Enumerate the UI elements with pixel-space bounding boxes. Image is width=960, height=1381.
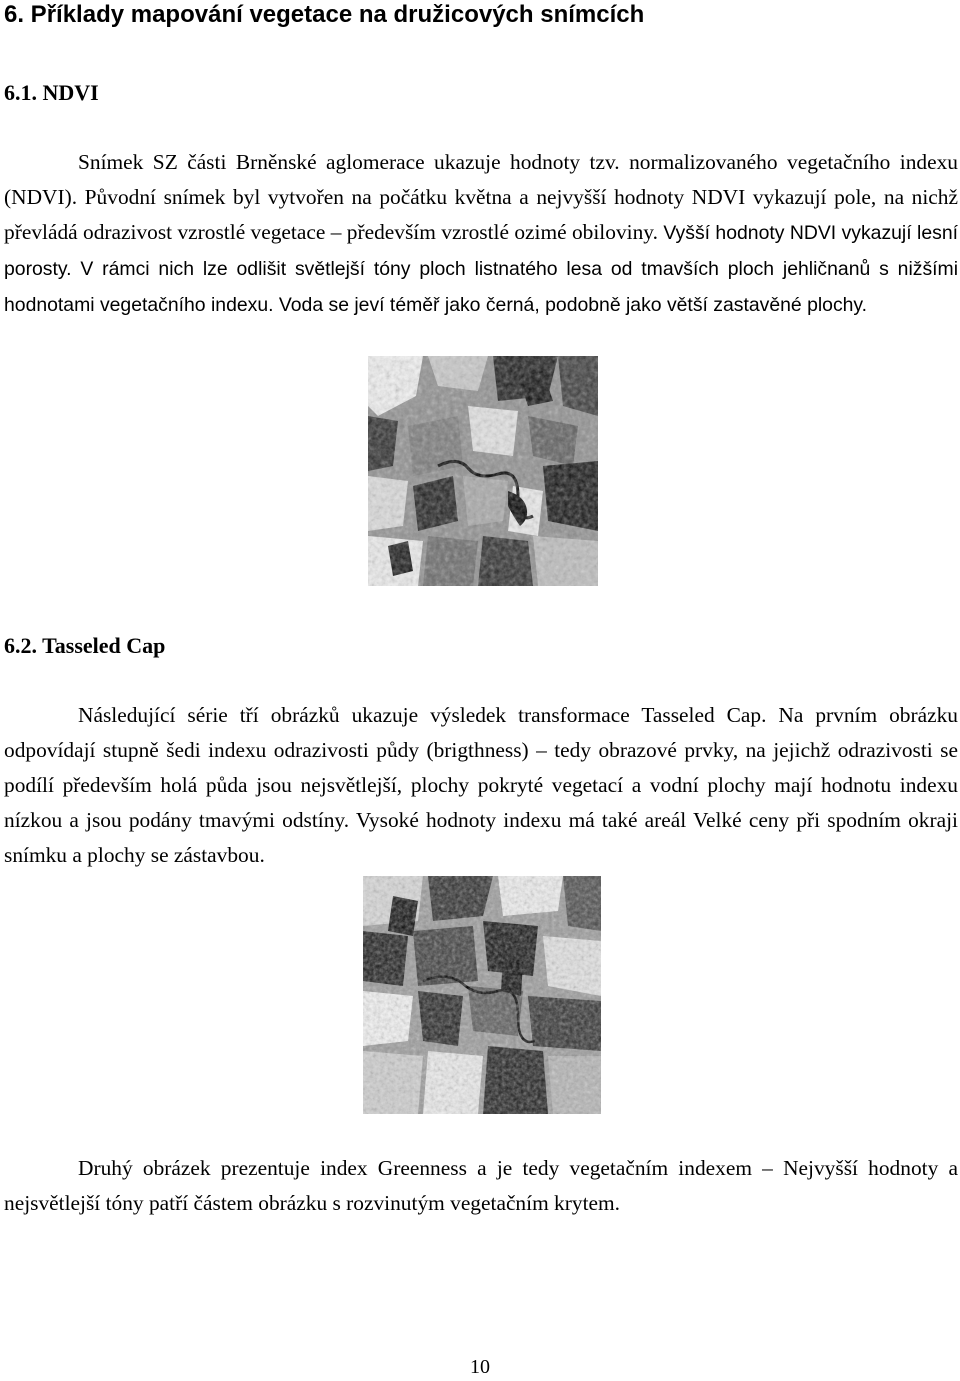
ndvi-paragraph xyxy=(4,145,958,323)
section-heading-tasseled-cap: 6.2. Tasseled Cap xyxy=(4,633,166,658)
ndvi-paragraph-tail: Vyšší hodnoty NDVI vykazují lesní porosty. V rámci nich lze odlišit světlejší tóny ploch listnatého lesa od tmavších ploch jehličnanů s nižšími hodnotami vegetačního indexu. Voda se jeví téměř jako černá, podobně jako větší zastavěné plochy. xyxy=(4,222,958,316)
ndvi-paragraph-lead: Snímek SZ části Brněnské aglomerace ukazuje hodnoty tzv. normalizovaného vegetačního indexu (NDVI). Původní snímek byl vytvořen na počátku května a nejvyšší hodnoty NDVI vykazují pole, na nichž převládá odrazivost vzrostlé vegetace – především vzrostlé ozimé obiloviny. xyxy=(4,150,958,244)
page-number: 10 xyxy=(470,1356,490,1378)
section-heading-ndvi: 6.1. NDVI xyxy=(4,80,99,105)
greenness-paragraph: Druhý obrázek prezentuje index Greenness a je tedy vegetačním indexem – Nejvyšší hodnoty a nejsvětlejší tóny patří částem obrázku s rozvinutým vegetačním krytem. xyxy=(4,1156,958,1215)
tasseled-cap-paragraph: Následující série tří obrázků ukazuje výsledek transformace Tasseled Cap. Na prvním obrázku odpovídají stupně šedi indexu odrazivosti půdy (brigthness) – tedy obrazové prvky, na jejichž odrazivosti se podílí především holá půda jsou nejsvětlejší, plochy pokryté vegetací a vodní plochy mají hodnotu indexu nízkou a jsou podány tmavými odstíny. Vysoké hodnoty indexu má také areál Velké ceny při spodním okraji snímku a plochy se zástavbou. xyxy=(4,703,958,867)
brightness-satellite-image xyxy=(363,876,601,1114)
chapter-heading: 6. Příklady mapování vegetace na družicových snímcích xyxy=(4,1,645,28)
ndvi-satellite-image xyxy=(368,356,598,586)
